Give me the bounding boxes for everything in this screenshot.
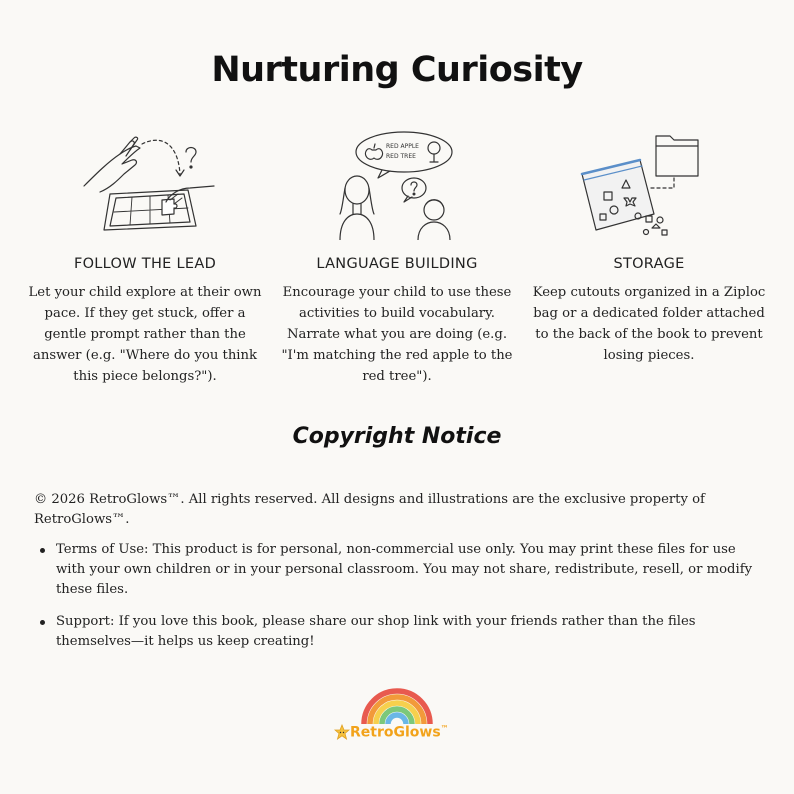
tip-storage (529, 130, 769, 366)
brand-name: RetroGlows™ (350, 724, 449, 741)
bullet-icon (40, 548, 45, 553)
bubble-text-line2: RED TREE (386, 153, 416, 160)
copyright-statement: © 2026 RetroGlows™. All rights reserved. All designs and illustrations are the exclusive property of RetroGlows™. (34, 492, 705, 527)
tip-title: STORAGE (613, 256, 685, 272)
bullet-icon (40, 620, 45, 625)
bullet-text: Support: If you love this book, please share our shop link with your friends rather than the files themselves—it helps us keep creating! (56, 614, 696, 649)
parent-child-speech-illustration (322, 130, 472, 240)
copyright-heading: Copyright Notice (292, 424, 502, 449)
rainbow-icon (330, 680, 464, 724)
tip-body: Encourage your child to use these activities to build vocabulary. Narrate what you are doing (e.g. "I'm matching the red apple to the red tree"). (281, 285, 513, 384)
bubble-text-line1: RED APPLE (386, 143, 419, 150)
list-item (40, 612, 760, 652)
tip-title: LANGUAGE BUILDING (316, 256, 478, 272)
star-icon (334, 724, 350, 740)
copyright-bullets (40, 540, 760, 664)
tips-section (0, 130, 794, 390)
ziploc-folder-illustration (574, 130, 724, 240)
retroglows-logo (330, 680, 464, 750)
hand-puzzle-illustration (70, 130, 220, 240)
tip-title: FOLLOW THE LEAD (73, 256, 217, 272)
tip-body: Let your child explore at their own pace. If they get stuck, offer a gentle prompt rather than the answer (e.g. "Where do you think this piece belongs?"). (28, 285, 262, 384)
tip-language-building (277, 130, 517, 387)
tip-follow-the-lead (25, 130, 265, 387)
list-item (40, 540, 760, 600)
tip-body: Keep cutouts organized in a Ziploc bag or a dedicated folder attached to the back of the book to prevent losing pieces. (532, 285, 766, 363)
page-title: Nurturing Curiosity (211, 50, 583, 90)
bullet-text: Terms of Use: This product is for personal, non-commercial use only. You may print these files for use with your own children or in your personal classroom. You may not share, redistribute, resell, or modify these files. (56, 542, 753, 597)
